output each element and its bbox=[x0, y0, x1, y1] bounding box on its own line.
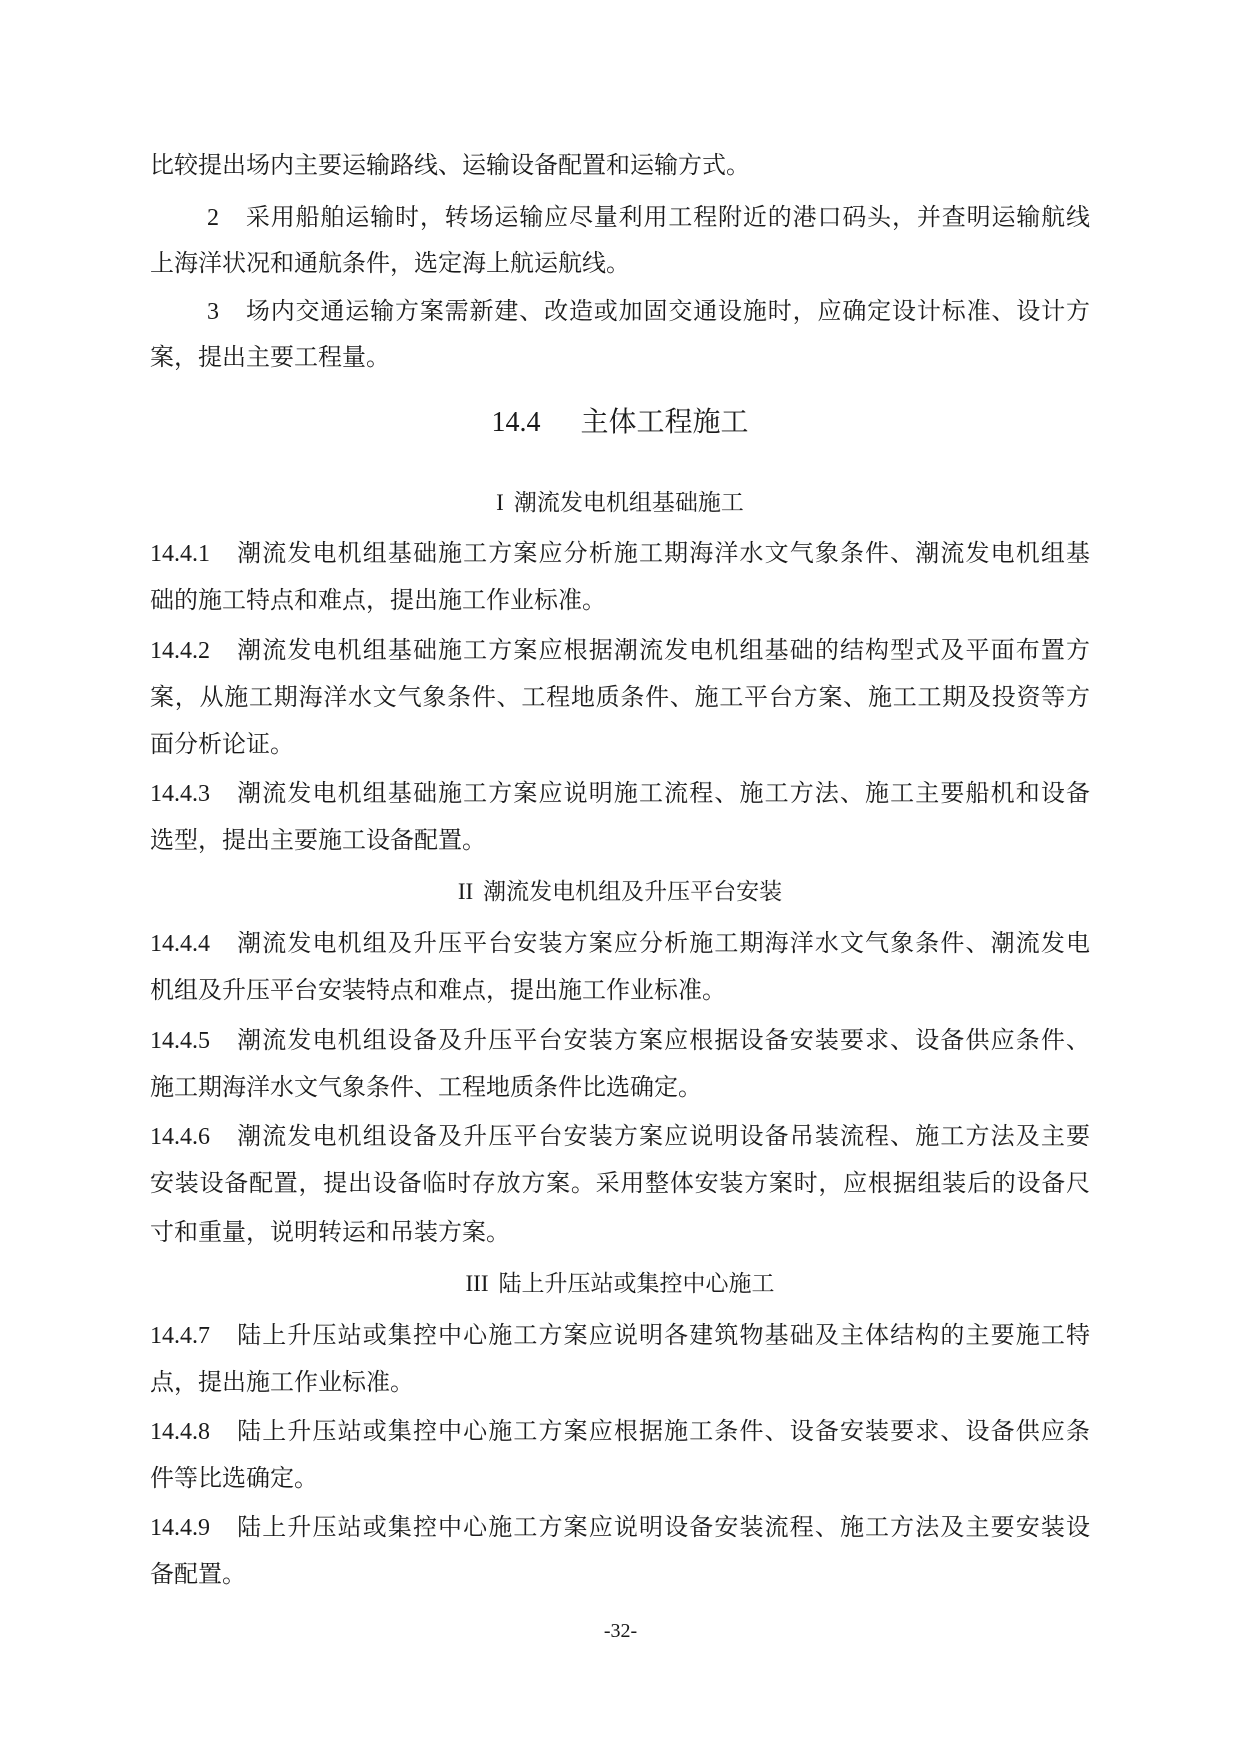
clause-line: 机组及升压平台安装特点和难点，提出施工作业标准。 bbox=[150, 976, 726, 1004]
clause-number: 14.4.9 bbox=[150, 1515, 210, 1541]
section-heading bbox=[150, 398, 1090, 446]
text-line: 案，提出主要工程量。 bbox=[150, 343, 390, 371]
clause-number: 14.4.6 bbox=[150, 1124, 210, 1150]
clause-line bbox=[150, 1311, 1090, 1359]
clause-number: 14.4.5 bbox=[150, 1028, 210, 1054]
list-item-3 bbox=[150, 287, 1090, 335]
item-number: 2 bbox=[207, 205, 219, 231]
clause-text: 潮流发电机组设备及升压平台安装方案应根据设备安装要求、设备供应条件、 bbox=[236, 1026, 1090, 1054]
clause-line: 点，提出施工作业标准。 bbox=[150, 1368, 414, 1396]
item-number: 3 bbox=[207, 299, 219, 325]
clause-text: 潮流发电机组基础施工方案应说明施工流程、施工方法、施工主要船机和设备 bbox=[236, 779, 1090, 807]
clause-line: 施工期海洋水文气象条件、工程地质条件比选确定。 bbox=[150, 1073, 702, 1101]
clause-line: 案，从施工期海洋水文气象条件、工程地质条件、施工平台方案、施工工期及投资等方 bbox=[150, 683, 1090, 711]
clause-text: 潮流发电机组及升压平台安装方案应分析施工期海洋水文气象条件、潮流发电 bbox=[236, 929, 1090, 957]
clause-line bbox=[150, 919, 1090, 967]
clause-number: 14.4.1 bbox=[150, 541, 210, 567]
clause-line bbox=[150, 1407, 1090, 1455]
subsection-heading bbox=[150, 1260, 1090, 1308]
clause-line bbox=[150, 529, 1090, 577]
clause-line: 础的施工特点和难点，提出施工作业标准。 bbox=[150, 586, 606, 614]
clause-text: 陆上升压站或集控中心施工方案应说明各建筑物基础及主体结构的主要施工特 bbox=[236, 1321, 1090, 1349]
section-number: 14.4 bbox=[491, 407, 541, 438]
subsection-title: 陆上升压站或集控中心施工 bbox=[498, 1271, 775, 1297]
clause-text: 陆上升压站或集控中心施工方案应根据施工条件、设备安装要求、设备供应条 bbox=[236, 1417, 1090, 1445]
page-number: -32- bbox=[603, 1620, 638, 1642]
clause-number: 14.4.3 bbox=[150, 781, 210, 807]
clause-line: 面分析论证。 bbox=[150, 730, 294, 758]
clause-line: 安装设备配置，提出设备临时存放方案。采用整体安装方案时，应根据组装后的设备尺 bbox=[150, 1169, 1090, 1197]
clause-text: 潮流发电机组设备及升压平台安装方案应说明设备吊装流程、施工方法及主要 bbox=[236, 1122, 1090, 1150]
clause-text: 潮流发电机组基础施工方案应根据潮流发电机组基础的结构型式及平面布置方 bbox=[236, 636, 1090, 664]
clause-line bbox=[150, 1016, 1090, 1064]
clause-line: 寸和重量，说明转运和吊装方案。 bbox=[150, 1218, 510, 1246]
clause-text: 陆上升压站或集控中心施工方案应说明设备安装流程、施工方法及主要安装设 bbox=[236, 1513, 1090, 1541]
section-title: 主体工程施工 bbox=[580, 405, 749, 438]
clause-line bbox=[150, 1503, 1090, 1551]
roman-numeral: III bbox=[465, 1271, 489, 1296]
roman-numeral: I bbox=[496, 490, 504, 515]
clause-text: 潮流发电机组基础施工方案应分析施工期海洋水文气象条件、潮流发电机组基 bbox=[236, 539, 1090, 567]
clause-line bbox=[150, 1112, 1090, 1160]
clause-number: 14.4.7 bbox=[150, 1323, 210, 1349]
clause-line: 备配置。 bbox=[150, 1560, 246, 1588]
clause-line: 选型，提出主要施工设备配置。 bbox=[150, 826, 486, 854]
list-item-2 bbox=[150, 193, 1090, 241]
text-line: 上海洋状况和通航条件，选定海上航运航线。 bbox=[150, 249, 630, 277]
subsection-title: 潮流发电机组基础施工 bbox=[513, 490, 744, 516]
text-line: 场内交通运输方案需新建、改造或加固交通设施时，应确定设计标准、设计方 bbox=[245, 297, 1090, 325]
subsection-title: 潮流发电机组及升压平台安装 bbox=[483, 879, 783, 905]
subsection-heading bbox=[150, 868, 1090, 916]
clause-number: 14.4.8 bbox=[150, 1419, 210, 1445]
text-line: 比较提出场内主要运输路线、运输设备配置和运输方式。 bbox=[150, 151, 750, 179]
text-line: 采用船舶运输时，转场运输应尽量利用工程附近的港口码头，并查明运输航线 bbox=[245, 203, 1090, 231]
clause-number: 14.4.2 bbox=[150, 638, 210, 664]
clause-line: 件等比选确定。 bbox=[150, 1464, 318, 1492]
clause-number: 14.4.4 bbox=[150, 931, 210, 957]
roman-numeral: II bbox=[457, 879, 474, 904]
clause-line bbox=[150, 769, 1090, 817]
clause-line bbox=[150, 626, 1090, 674]
subsection-heading bbox=[150, 479, 1090, 527]
